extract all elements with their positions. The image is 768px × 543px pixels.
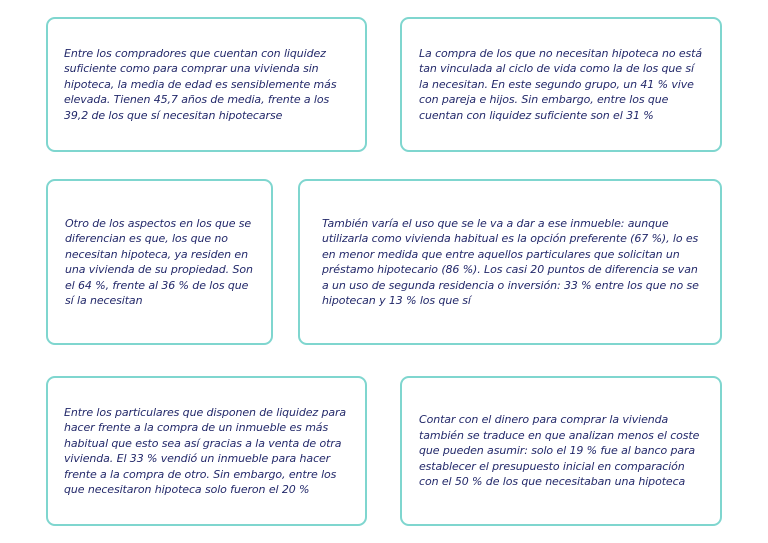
info-card-text: Entre los particulares que disponen de liquidez para hacer frente a la compra de un inmueble es más habitual que esto sea así gracias a la venta de otra vivienda. El 33 % vendió un inmueble para hacer frente a la compra de otro. Sin embargo, entre los que necesitaron hipoteca solo fueron el 20 % [64,405,347,496]
info-card-text: Contar con el dinero para comprar la vivienda también se traduce en que analizan menos el coste que pueden asumir: solo el 19 % fue al banco para establecer el presupuesto inicial en comparación con el 50 % de los que necesitaban una hipoteca [419,413,700,489]
info-card-text: Entre los compradores que cuentan con liquidez suficiente como para comprar una vivienda sin hipoteca, la media de edad es sensiblemente más elevada. Tienen 45,7 años de media, frente a los 39,2 de los que sí necesitan hipotecarse [64,46,337,122]
info-card-venta-otra-vivienda [46,376,367,526]
info-card-text: La compra de los que no necesitan hipoteca no está tan vinculada al ciclo de vida como la de los que sí la necesitan. En este segundo grupo, un 41 % vive con pareja e hijos. Sin embargo, entre los que cuentan con liquidez suficiente son el 31 % [419,46,702,122]
info-card-presupuesto-inicial [400,376,722,526]
info-card-ciclo-de-vida [400,17,722,152]
info-card-liquidez-edad [46,17,367,152]
info-card-uso-inmueble [298,179,722,345]
info-card-text: Otro de los aspectos en los que se diferencian es que, los que no necesitan hipoteca, ya residen en una vivienda de su propiedad. Son el 64 %, frente al 36 % de los que sí la necesitan [65,216,253,307]
info-card-vivienda-propiedad [46,179,273,345]
info-card-text: También varía el uso que se le va a dar a ese inmueble: aunque utilizarla como vivienda habitual es la opción preferente (67 %), lo es en menor medida que entre aquellos particulares que solicitan un préstamo hipotecario (86 %). Los casi 20 puntos de diferencia se van a un uso de segunda residencia o inversión: 33 % entre los que no se hipotecan y 13 % los que sí [322,216,699,307]
